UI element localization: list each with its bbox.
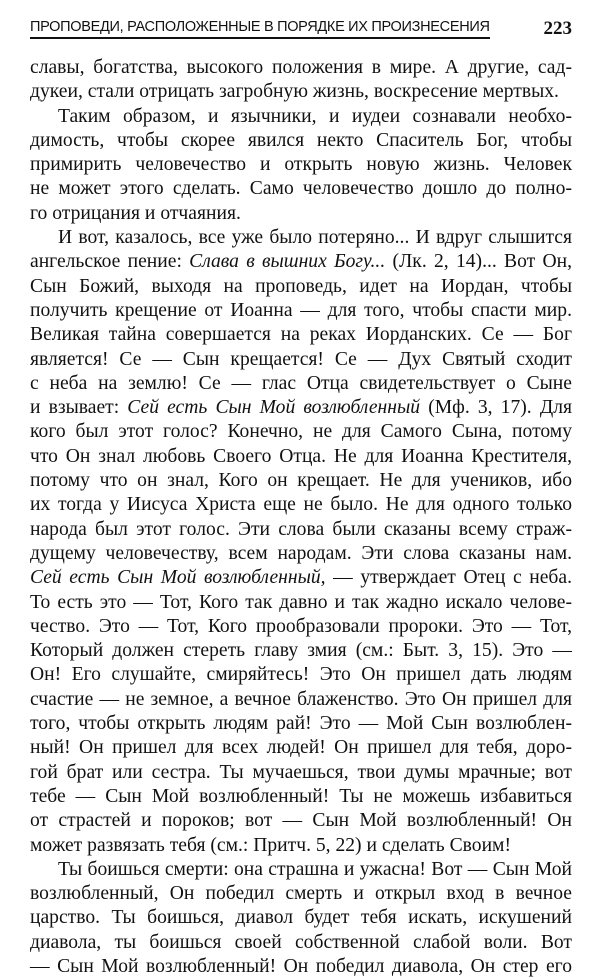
text-line: То есть это — Тот, Кого так давно и так жадно искало челове-: [30, 591, 572, 613]
text-line: дущему человечеству, всем народам. Эти слова сказаны нам.: [30, 542, 572, 564]
text-line: го отрицания и отчаяния.: [30, 202, 241, 224]
text-line: может развязать тебя (см.: Притч. 5, 22) и сделать Своим!: [30, 834, 511, 856]
scripture-quote: Сей есть Сын Мой возлюбленный,: [30, 567, 326, 589]
text-line: ный! Он пришел для всех людей! Он пришел для тебя, доро-: [30, 737, 572, 759]
line-segment: (Мф. 3, 17). Для: [420, 397, 572, 419]
text-line: примирить человечество и открыть новую жизнь. Человек: [30, 154, 572, 176]
running-header: [30, 12, 572, 46]
text-line: кого был этот голос? Конечно, не для Самого Сына, потому: [30, 421, 572, 443]
scripture-quote: Слава в вышних Богу...: [189, 251, 386, 273]
text-line: — Сын Мой возлюбленный! Он победил диавола, Он стер его: [30, 955, 572, 977]
text-line: царство. Ты боишься, диавол будет тебя искать, искушений: [30, 907, 572, 929]
text-line: счастие — не земное, а вечное блаженство. Это Он пришел для: [30, 688, 572, 710]
text-line: димость, чтобы скорее явился некто Спаситель Бог, чтобы: [30, 129, 572, 151]
text-line: с неба на землю! Се — глас Отца свидетельствует о Сыне: [30, 372, 572, 394]
text-line: [30, 250, 572, 274]
text-line: их тогда у Иисуса Христа еще не было. Не для одного только: [30, 494, 572, 516]
text-line: славы, богатства, высокого положения в мире. А другие, сад-: [30, 57, 572, 78]
text-line: [30, 566, 572, 590]
text-line: Он! Его слушайте, смиряйтесь! Это Он пришел дать людям: [30, 664, 572, 686]
line-segment: ангельское пение:: [30, 251, 190, 273]
text-line: Который должен стереть главу змия (см.: Быт. 3, 15). Это —: [30, 640, 572, 662]
text-line: дукеи, стали отрицать загробную жизнь, воскресение мертвых.: [30, 81, 559, 103]
text-line: не может этого сделать. Само человечество дошло до полно-: [30, 178, 572, 200]
text-line: что Он знал любовь Своего Отца. Не для Иоанна Крестителя,: [30, 445, 572, 467]
text-line: народа был этот голос. Эти слова были сказаны всему страж-: [30, 518, 572, 540]
text-line: чество. Это — Тот, Кого прообразовали пророки. Это — Тот,: [30, 615, 572, 637]
text-line: того, чтобы открыть людям рай! Это — Мой Сын возлюблен-: [30, 713, 572, 735]
text-line: Ты боишься смерти: она страшна и ужасна! Вот — Сын Мой: [58, 858, 572, 880]
text-line: Таким образом, и язычники, и иудеи сознавали необхо-: [58, 105, 572, 127]
text-line: И вот, казалось, все уже было потеряно... И вдруг слышится: [58, 227, 572, 249]
text-line: тебе — Сын Мой возлюбленный! Ты не можешь избавиться: [30, 785, 572, 807]
text-line: возлюбленный, Он победил смерть и открыл вход в вечное: [30, 883, 572, 905]
line-segment: — утверждает Отец с неба.: [325, 567, 572, 589]
text-line: диавола, ты боишься своей собственной слабой воли. Вот: [30, 931, 572, 953]
page-number: 223: [543, 18, 572, 39]
body-text: [30, 56, 572, 979]
text-line: от страстей и пороков; вот — Сын Мой возлюбленный! Он: [30, 810, 572, 832]
text-line: Сын Божий, выходя на проповедь, идет на Иордан, чтобы: [30, 275, 572, 297]
text-line: получить крещение от Иоанна — для того, чтобы спасти мир.: [30, 299, 572, 321]
text-line: Великая тайна совершается на реках Иорданских. Се — Бог: [30, 324, 572, 346]
scripture-quote: Сей есть Сын Мой возлюбленный: [127, 397, 421, 419]
line-segment: (Лк. 2, 14)... Вот Он,: [385, 251, 572, 273]
text-line: является! Се — Сын крещается! Се — Дух Святый сходит: [30, 348, 572, 370]
text-line: потому что он знал, Кого он крещает. Не для учеников, ибо: [30, 470, 572, 492]
line-segment: и взывает:: [30, 397, 128, 419]
text-line: [30, 396, 572, 420]
running-title: ПРОПОВЕДИ, РАСПОЛОЖЕННЫЕ В ПОРЯДКЕ ИХ ПРОИЗНЕСЕНИЯ: [30, 19, 490, 39]
text-line: гой брат или сестра. Ты мучаешься, твои думы мрачные; вот: [30, 761, 572, 783]
